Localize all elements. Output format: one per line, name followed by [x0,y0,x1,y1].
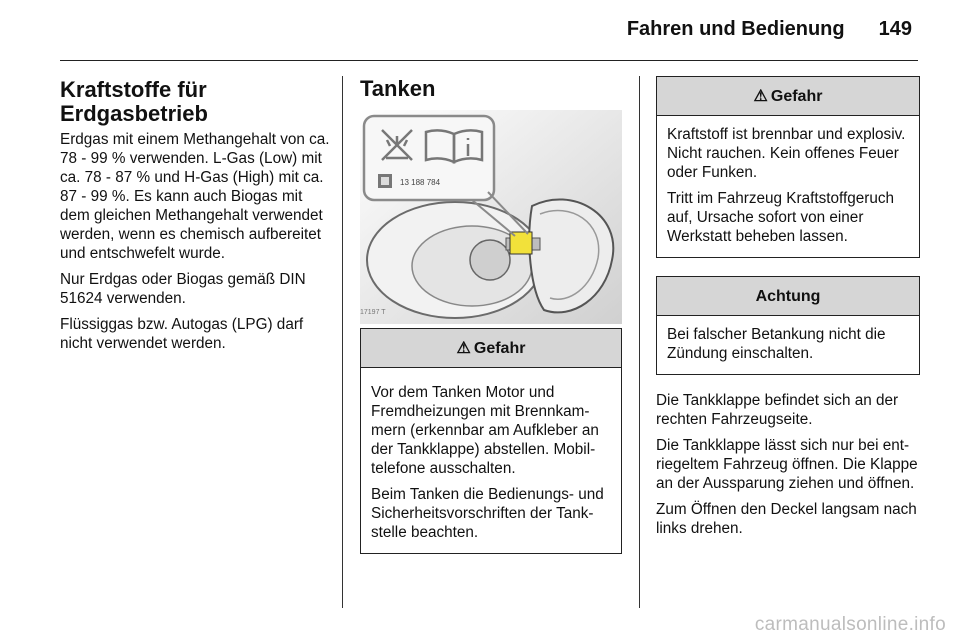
paragraph: Bei falscher Betankung nicht die Zündung einschalten. [667,326,886,362]
danger-box-body [361,368,621,553]
section-heading-tanken: Tanken [360,76,436,101]
page-number: 149 [878,18,912,40]
danger-title: Gefahr [770,87,823,105]
heading-line-2: Erdgasbetrieb [60,101,208,126]
paragraph: Tritt im Fahrzeug Kraftstoffgeruch auf, Ursache sofort von einer Werkstatt beheben lassen. [667,190,894,245]
paragraph: Nur Erdgas oder Biogas gemäß DIN 51624 verwenden. [60,271,306,307]
paragraph: Erdgas mit einem Methangehalt von ca. 78 - 99 % verwenden. L-Gas (Low) mit ca. 78 - 87 % und H-Gas (High) mit ca. 87 - 99 %. Es kann auch Biogas mit dem gleichen Methangehalt verwendet werden, wenn es chemisch aufbereitet und entschwefelt wurde. [60,131,330,262]
danger-box [360,328,622,554]
danger-box-header [657,77,919,116]
warning-triangle-icon: ⚠ [456,339,471,357]
danger-box-body [657,116,919,257]
column-1 [60,76,330,360]
paragraph: Die Tankklappe befindet sich an der rechten Fahrzeugseite. [656,392,899,428]
column-divider-left [342,76,343,608]
danger-box [656,76,920,258]
column-divider-right [639,76,640,608]
label-number: 13 188 784 [400,178,441,187]
column-3 [656,76,920,545]
paragraph: Vor dem Tanken Motor und Fremdheizungen mit Brennkammern (erkennbar am Aufkleber an der Tankklappe) abstellen. Mobiltelefone ausschalten. [371,384,599,477]
header-title-block [627,18,912,41]
fuel-flap-illustration [360,110,622,324]
danger-title: Gefahr [473,339,526,357]
fuel-flap-figure [360,110,622,324]
column-2 [360,76,622,572]
paragraph: Die Tankklappe lässt sich nur bei entriegeltem Fahrzeug öffnen. Die Klappe an der Aussparung ziehen und öffnen. [656,437,918,492]
caution-box-header [657,277,919,316]
watermark: carmanualsonline.info [754,614,946,635]
paragraph: Flüssiggas bzw. Autogas (LPG) darf nicht verwendet werden. [60,316,304,352]
caution-box-body [657,316,919,374]
paragraph: Kraftstoff ist brennbar und explosiv. Nicht rauchen. Kein offenes Feuer oder Funken. [667,126,906,181]
section-heading-fuels [60,78,330,126]
caution-box [656,276,920,375]
heading-line-1: Kraftstoffe für [60,77,207,102]
caution-title: Achtung [755,287,821,305]
chapter-title: Fahren und Bedienung [626,18,845,40]
warning-triangle-icon: ⚠ [753,87,768,105]
header-divider [60,60,918,61]
figure-id: 17197 T [360,309,386,316]
danger-box-header [361,329,621,368]
paragraph: Beim Tanken die Bedienungs- und Sicherheitsvorschriften der Tankstelle beachten. [371,486,604,541]
paragraph: Zum Öffnen den Deckel langsam nach links drehen. [656,501,917,537]
